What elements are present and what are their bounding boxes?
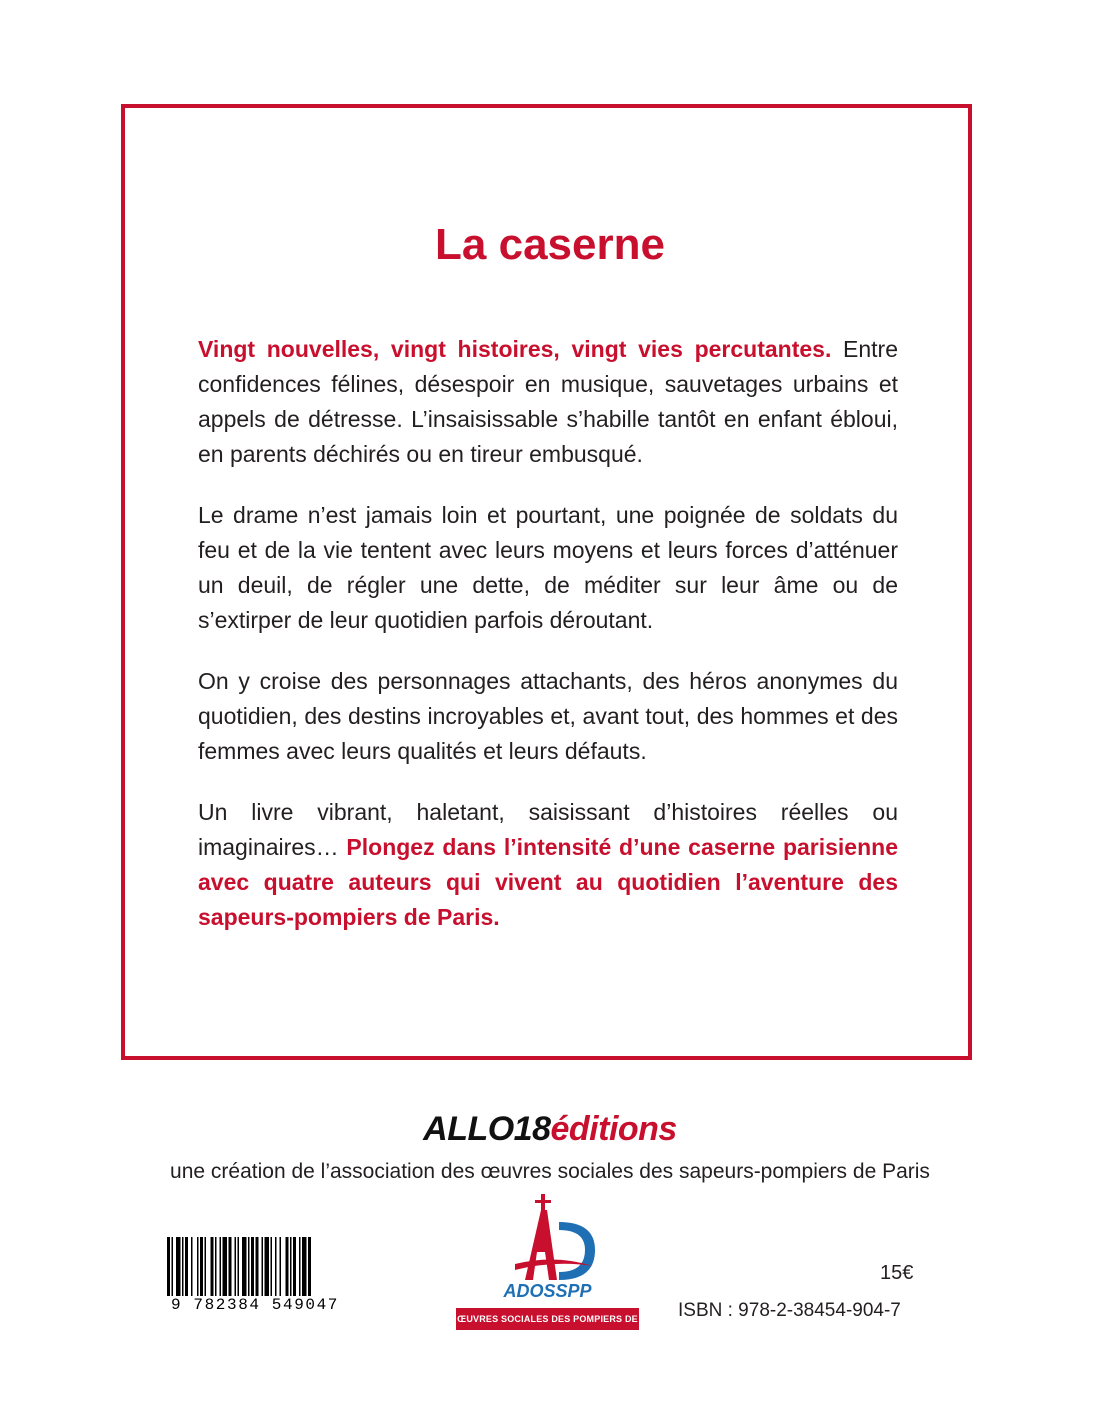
blurb-text-3: On y croise des personnages attachants, des héros anonymes du quotidien, des destins incroyables et, avant tout, des hommes et des femmes avec leurs qualités et leurs défauts. — [198, 668, 898, 764]
blurb-lead: Vingt nouvelles, vingt histoires, vingt vies percutantes. — [198, 336, 832, 362]
blurb-paragraph-3 — [198, 664, 898, 769]
publisher-tagline: une création de l’association des œuvres sociales des sapeurs-pompiers de Paris — [170, 1160, 930, 1183]
isbn: ISBN : 978-2-38454-904-7 — [678, 1300, 901, 1321]
blurb-paragraph-4 — [198, 795, 898, 935]
price: 15€ — [880, 1262, 914, 1284]
logo-name: ADOSSPP — [503, 1281, 592, 1301]
blurb-paragraph-1 — [198, 332, 898, 472]
blurb-text-1: Entre confidences félines, désespoir en musique, sauvetages urbains et appels de détresse. L’insaisissable s’habille tantôt en enfant ébloui, en parents déchirés ou en tireur embusqué. — [198, 336, 898, 467]
publisher-logo — [0, 1110, 1100, 1149]
blurb — [198, 332, 898, 961]
publisher-name-part2: éditions — [550, 1110, 677, 1148]
blurb-text-2: Le drame n’est jamais loin et pourtant, une poignée de soldats du feu et de la vie tentent avec leurs moyens et leurs forces d’atténuer un deuil, de régler une dette, de méditer sur leur âme ou de s’extirper de leur quotidien parfois déroutant. — [198, 502, 898, 633]
logo-banner: ŒUVRES SOCIALES DES POMPIERS DE PARIS — [456, 1308, 639, 1330]
barcode-digits: 9 782384 549047 — [155, 1296, 355, 1316]
blurb-paragraph-2 — [198, 498, 898, 638]
blurb-closing: Plongez dans l’intensité d’une caserne parisienne avec quatre auteurs qui vivent au quotidien l’aventure des sapeurs-pompiers de Paris. — [198, 834, 898, 930]
publisher-name-part1: ALLO18 — [423, 1110, 551, 1148]
blurb-text-4: Un livre vibrant, haletant, saisissant d’histoires réelles ou imaginaires… — [198, 799, 898, 860]
book-title: La caserne — [435, 220, 665, 269]
